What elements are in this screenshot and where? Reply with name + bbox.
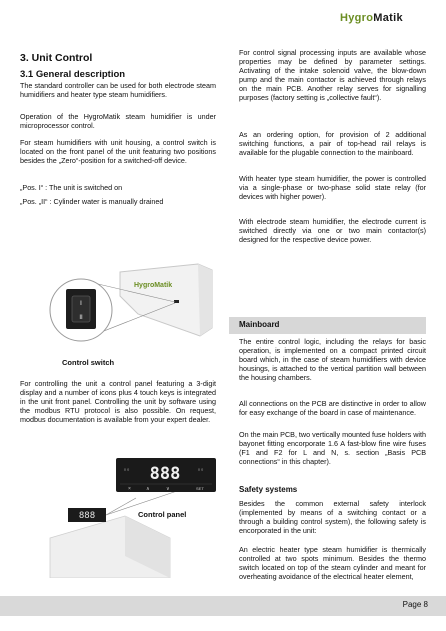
brand-logo-part2: Matik xyxy=(373,12,403,24)
control-panel-label: Control panel xyxy=(138,510,187,519)
footer-bar xyxy=(0,596,446,616)
left-paragraph-3: For steam humidifiers with unit housing, a control switch is located on the front panel of the unit featuring two positions besides the „Zero“-position for a switched-off device. xyxy=(20,138,216,165)
safety-paragraph-1: Besides the common external safety interlock (implemented by means of a switching contact or a through a building control system), the following safety is encorporated in the unit: xyxy=(239,499,426,535)
control-switch-figure xyxy=(20,210,220,370)
control-panel-figure xyxy=(20,458,225,578)
left-paragraph-4: For controlling the unit a control panel featuring a 3-digit display and a number of icons plus 4 touch keys is integrated in the unit front panel. Controlling the unit by software using the modbus RTU protocol is also possible. On request, modbus documentation is available from your expert dealer. xyxy=(20,379,216,424)
brand-logo-part1: Hygro xyxy=(340,12,374,24)
status-icons-right: ◊ ◊ xyxy=(198,467,204,472)
page-number: Page 8 xyxy=(402,600,428,609)
small-display-digits: 888 xyxy=(78,511,96,521)
right-paragraph-4: With electrode steam humidifier, the electrode current is switched directly via one or two main contactor(s) designed for the respective device power. xyxy=(239,217,426,244)
mainboard-paragraph-2: All connections on the PCB are distinctive in order to allow for easy exchange of the board in case of maintenance. xyxy=(239,399,426,417)
touch-key-up-icon: ∧ xyxy=(146,486,150,492)
section-title: 3. Unit Control xyxy=(20,52,93,64)
touch-key-set-label: SET xyxy=(196,486,204,491)
subsection-title: 3.1 General description xyxy=(20,69,126,80)
safety-systems-title: Safety systems xyxy=(239,485,298,494)
status-icons-left: ◊ ◊ xyxy=(124,467,130,472)
right-paragraph-3: With heater type steam humidifier, the power is controlled via a single-phase or two-phase solid state relay (for devices with higher power). xyxy=(239,174,426,201)
right-paragraph-1: For control signal processing inputs are available whose properties may be defined by parameter settings. Activating of the intake solenoid valve, the blow-down pump and the main contactor is achieved through relays on the main PCB. Another relay serves for signalling purposes (factory setting is „collective fault“). xyxy=(239,48,426,102)
device-logo: HygroMatik xyxy=(134,282,173,289)
main-display-digits: 888 xyxy=(149,464,181,484)
touch-key-back-icon: × xyxy=(128,486,131,492)
switch-position-2: „Pos. „II“ : Cylinder water is manually drained xyxy=(20,197,164,206)
switch-symbol-ii: II xyxy=(79,315,83,321)
left-paragraph-2: Operation of the HygroMatik steam humidifier is under microprocessor control. xyxy=(20,112,216,130)
right-paragraph-2: As an ordering option, for provision of 2 additional switching functions, a pair of top-head rail relays is available for the plugable connection to the mainboard. xyxy=(239,130,426,157)
mainboard-paragraph-3: On the main PCB, two vertically mounted fuse holders with bayonet fitting encorporate 1.6 A fast-blow fine wire fuses (F1 and F2 for L and N, s. section „Basis PCB connections“ in this chapter). xyxy=(239,430,426,466)
control-switch-label: Control switch xyxy=(62,358,115,367)
switch-symbol-i: I xyxy=(80,301,82,307)
switch-position-1: „Pos. I“ : The unit is switched on xyxy=(20,183,123,192)
mainboard-paragraph-1: The entire control logic, including the relays for basic operation, is implemented on a compact printed circuit board which, in the case of steam humidifiers with device housings, is attached to the vertical partition wall between the housing chambers. xyxy=(239,337,426,382)
mainboard-title: Mainboard xyxy=(239,320,280,329)
left-paragraph-1: The standard controller can be used for both electrode steam humidifiers and heater type steam humidifiers. xyxy=(20,81,216,99)
brand-logo xyxy=(340,12,403,24)
safety-paragraph-2: An electric heater type steam humidifier is thermically controlled at two spots minimum. Besides the thermo switch located on top of the steam cylinder and meant for overheating avoidance of the electrical heater element, xyxy=(239,545,426,581)
touch-key-down-icon: ∨ xyxy=(166,486,170,492)
